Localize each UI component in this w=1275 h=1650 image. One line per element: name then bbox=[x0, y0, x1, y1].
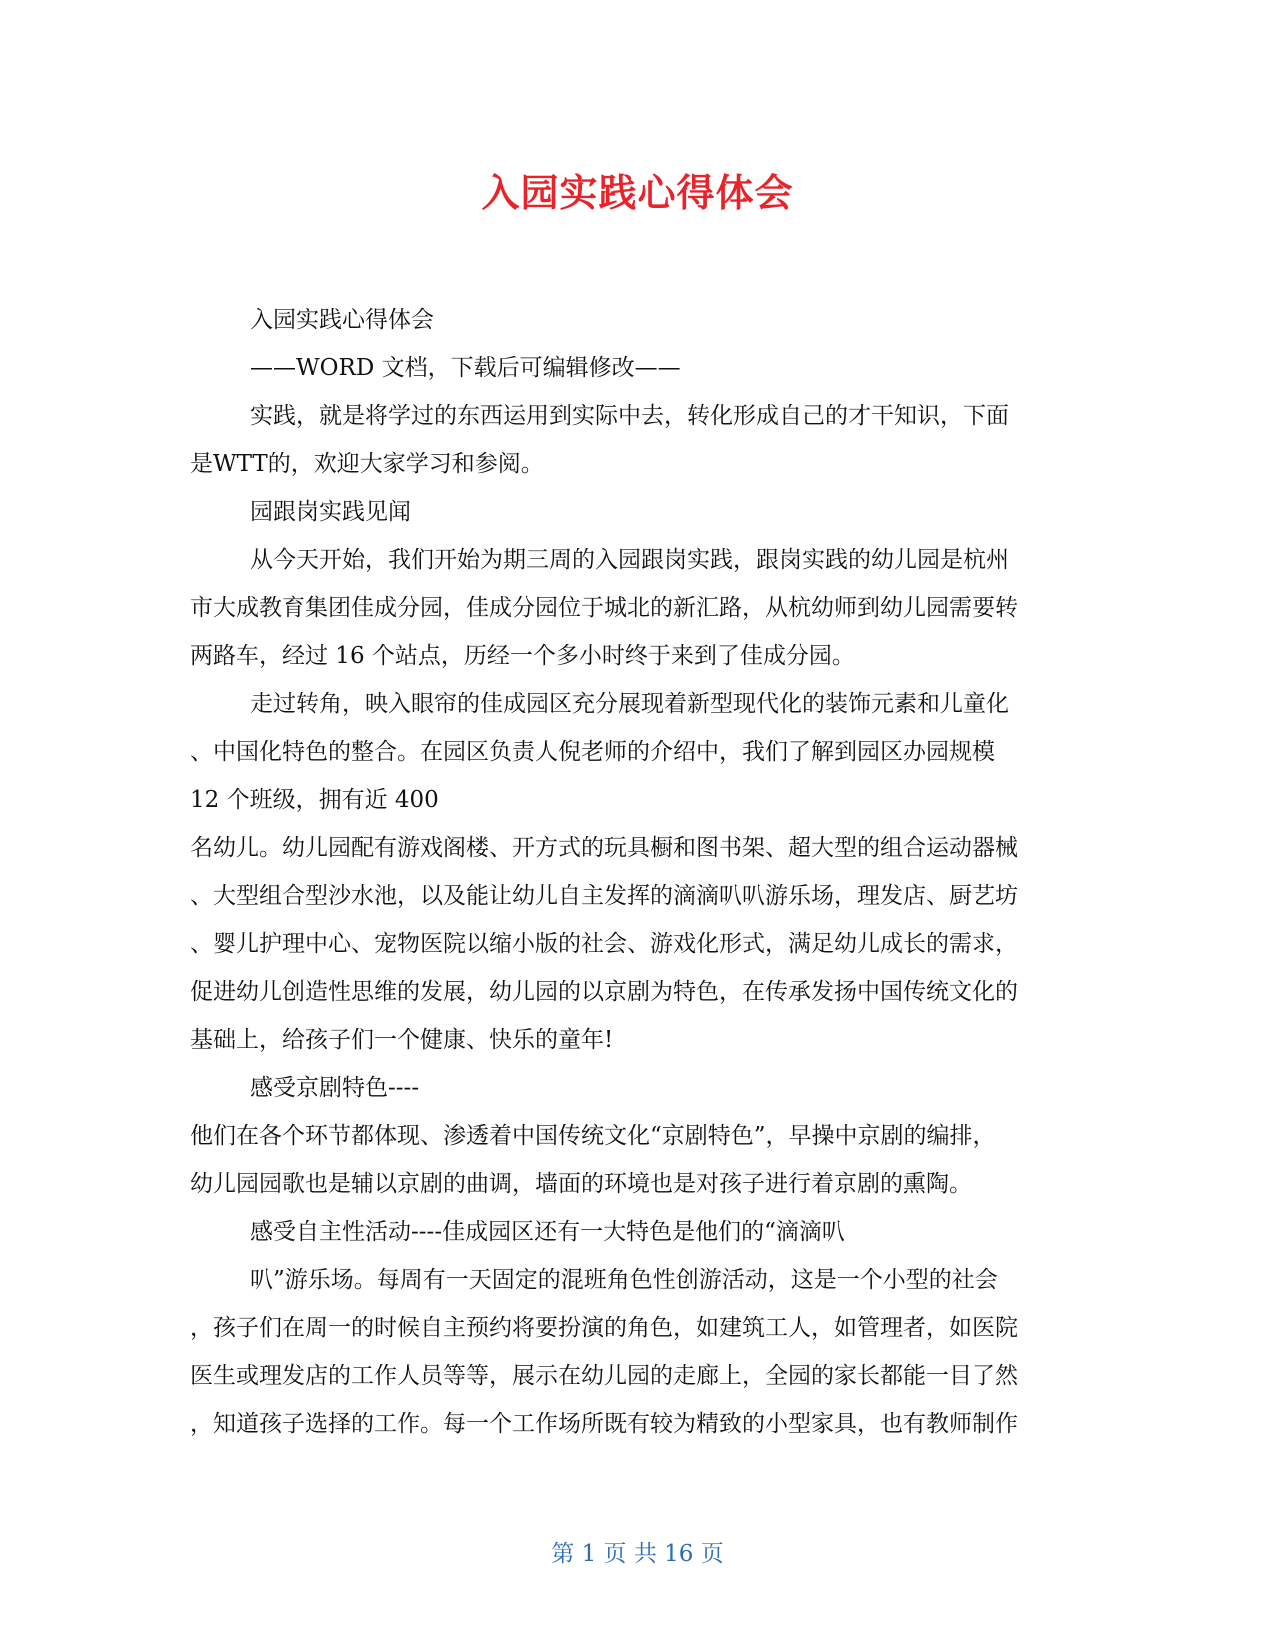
text-line: 幼儿园园歌也是辅以京剧的曲调，墙面的环境也是对孩子进行着京剧的熏陶。 bbox=[190, 1171, 972, 1197]
text-line: 、婴儿护理中心、宠物医院以缩小版的社会、游戏化形式，满足幼儿成长的需求， bbox=[190, 931, 1018, 957]
text-line: 感受京剧特色---- bbox=[250, 1075, 420, 1101]
text-line: 基础上，给孩子们一个健康、快乐的童年! bbox=[190, 1027, 614, 1053]
text-line: 走过转角，映入眼帘的佳成园区充分展现着新型现代化的装饰元素和儿童化 bbox=[250, 691, 1009, 717]
text-line: ——WORD 文档，下载后可编辑修改—— bbox=[250, 355, 681, 381]
text-line: 叭”游乐场。每周有一天固定的混班角色性创游活动，这是一个小型的社会 bbox=[250, 1267, 998, 1293]
text-line: 是WTT的，欢迎大家学习和参阅。 bbox=[190, 451, 544, 477]
text-line: 感受自主性活动----佳成园区还有一大特色是他们的“滴滴叭 bbox=[250, 1219, 845, 1245]
text-line: 名幼儿。幼儿园配有游戏阁楼、开方式的玩具橱和图书架、超大型的组合运动器械 bbox=[190, 835, 1018, 861]
page-number: 第 1 页 共 16 页 bbox=[551, 1541, 724, 1567]
text-line: 医生或理发店的工作人员等等，展示在幼儿园的走廊上，全园的家长都能一目了然 bbox=[190, 1363, 1018, 1389]
text-line: 促进幼儿创造性思维的发展，幼儿园的以京剧为特色，在传承发扬中国传统文化的 bbox=[190, 979, 1018, 1005]
document-title: 入园实践心得体会 bbox=[481, 171, 794, 215]
text-line: ，知道孩子选择的工作。每一个工作场所既有较为精致的小型家具，也有教师制作 bbox=[190, 1411, 1018, 1437]
text-line: 园跟岗实践见闻 bbox=[250, 499, 411, 525]
text-line: 、中国化特色的整合。在园区负责人倪老师的介绍中，我们了解到园区办园规模 bbox=[190, 739, 995, 765]
text-line: ，孩子们在周一的时候自主预约将要扮演的角色，如建筑工人，如管理者，如医院 bbox=[190, 1315, 1018, 1341]
text-line: 他们在各个环节都体现、渗透着中国传统文化“京剧特色”，早操中京剧的编排， bbox=[190, 1123, 996, 1149]
text-line: 、大型组合型沙水池，以及能让幼儿自主发挥的滴滴叭叭游乐场，理发店、厨艺坊 bbox=[190, 883, 1018, 909]
text-line: 两路车，经过 16 个站点，历经一个多小时终于来到了佳成分园。 bbox=[190, 643, 855, 669]
text-line: 市大成教育集团佳成分园，佳成分园位于城北的新汇路，从杭幼师到幼儿园需要转 bbox=[190, 595, 1018, 621]
document-body bbox=[190, 296, 1090, 1448]
text-line: 实践，就是将学过的东西运用到实际中去，转化形成自己的才干知识，下面 bbox=[250, 403, 1009, 429]
text-line: 从今天开始，我们开始为期三周的入园跟岗实践，跟岗实践的幼儿园是杭州 bbox=[250, 547, 1009, 573]
text-line: 12 个班级，拥有近 400 bbox=[190, 787, 439, 813]
text-line: 入园实践心得体会 bbox=[250, 307, 434, 333]
